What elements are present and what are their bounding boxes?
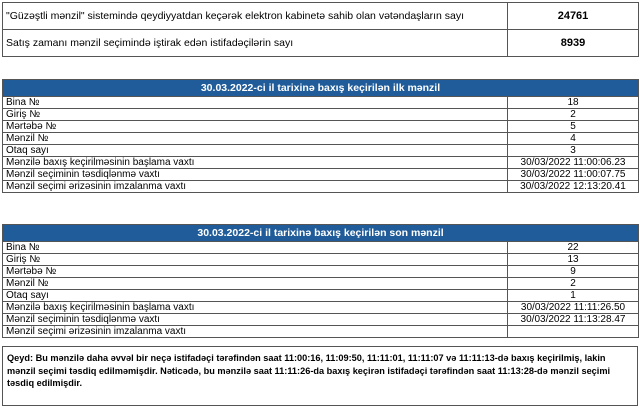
row-label: Bina № bbox=[3, 97, 508, 109]
row-label: Otaq sayı bbox=[3, 290, 508, 302]
last-apartment-table bbox=[2, 224, 639, 338]
row-value: 30/03/2022 12:13:20.41 bbox=[508, 181, 639, 193]
table-row bbox=[3, 314, 639, 326]
table-row bbox=[3, 266, 639, 278]
table-row bbox=[3, 157, 639, 169]
table-row bbox=[3, 30, 639, 57]
row-value: 2 bbox=[508, 109, 639, 121]
table-row bbox=[3, 97, 639, 109]
table-row bbox=[3, 278, 639, 290]
table-row bbox=[3, 181, 639, 193]
table-row bbox=[3, 109, 639, 121]
table-row bbox=[3, 254, 639, 266]
row-value: 22 bbox=[508, 242, 639, 254]
summary-table bbox=[2, 2, 639, 57]
row-value: 1 bbox=[508, 290, 639, 302]
table-row bbox=[3, 290, 639, 302]
row-value: 4 bbox=[508, 133, 639, 145]
table-row bbox=[3, 145, 639, 157]
summary-value: 24761 bbox=[508, 3, 639, 30]
summary-label: "Güzəştli mənzil" sistemində qeydiyyatdan keçərək elektron kabinetə sahib olan vətəndaşların sayı bbox=[3, 3, 508, 30]
row-value: 30/03/2022 11:11:26.50 bbox=[508, 302, 639, 314]
row-value: 2 bbox=[508, 278, 639, 290]
row-value: 3 bbox=[508, 145, 639, 157]
first-apartment-table bbox=[2, 79, 639, 193]
table-row bbox=[3, 121, 639, 133]
section-title: 30.03.2022-ci il tarixinə baxış keçirilən ilk mənzil bbox=[3, 80, 639, 97]
row-label: Giriş № bbox=[3, 109, 508, 121]
row-value: 13 bbox=[508, 254, 639, 266]
row-label: Mənzilə baxış keçirilməsinin başlama vaxtı bbox=[3, 157, 508, 169]
row-value: 30/03/2022 11:13:28.47 bbox=[508, 314, 639, 326]
row-label: Mərtəbə № bbox=[3, 266, 508, 278]
table-row bbox=[3, 133, 639, 145]
row-label: Otaq sayı bbox=[3, 145, 508, 157]
row-label: Mənzilə baxış keçirilməsinin başlama vaxtı bbox=[3, 302, 508, 314]
row-value bbox=[508, 326, 639, 338]
row-label: Mənzil seçimi ərizəsinin imzalanma vaxtı bbox=[3, 326, 508, 338]
row-label: Mənzil № bbox=[3, 133, 508, 145]
row-label: Bina № bbox=[3, 242, 508, 254]
row-label: Giriş № bbox=[3, 254, 508, 266]
row-label: Mənzil seçimi ərizəsinin imzalanma vaxtı bbox=[3, 181, 508, 193]
row-value: 5 bbox=[508, 121, 639, 133]
row-label: Mənzil seçiminin təsdiqlənmə vaxtı bbox=[3, 169, 508, 181]
section-title: 30.03.2022-ci il tarixinə baxış keçirilən son mənzil bbox=[3, 225, 639, 242]
table-row bbox=[3, 242, 639, 254]
row-value: 30/03/2022 11:00:06.23 bbox=[508, 157, 639, 169]
row-value: 30/03/2022 11:00:07.75 bbox=[508, 169, 639, 181]
row-label: Mənzil seçiminin təsdiqlənmə vaxtı bbox=[3, 314, 508, 326]
row-label: Mərtəbə № bbox=[3, 121, 508, 133]
row-value: 9 bbox=[508, 266, 639, 278]
row-label: Mənzil № bbox=[3, 278, 508, 290]
table-row bbox=[3, 169, 639, 181]
note-text: Qeyd: Bu mənzilə daha əvvəl bir neçə istifadəçi tərəfindən saat 11:00:16, 11:09:50, 11:11:01, 11:11:07 və 11:11:13-də baxış keçirilmiş, lakin mənzil seçimi təsdiq edilməmişdir. Nəticədə, bu mənzilə saat 11:11:26-da baxış keçirən istifadəçi tərəfindən saat 11:13:28-də mənzil seçimi təsdiq edilmişdir. bbox=[2, 346, 638, 406]
summary-label: Satış zamanı mənzil seçimində iştirak edən istifadəçilərin sayı bbox=[3, 30, 508, 57]
table-row bbox=[3, 302, 639, 314]
table-row bbox=[3, 326, 639, 338]
row-value: 18 bbox=[508, 97, 639, 109]
table-row bbox=[3, 3, 639, 30]
summary-value: 8939 bbox=[508, 30, 639, 57]
